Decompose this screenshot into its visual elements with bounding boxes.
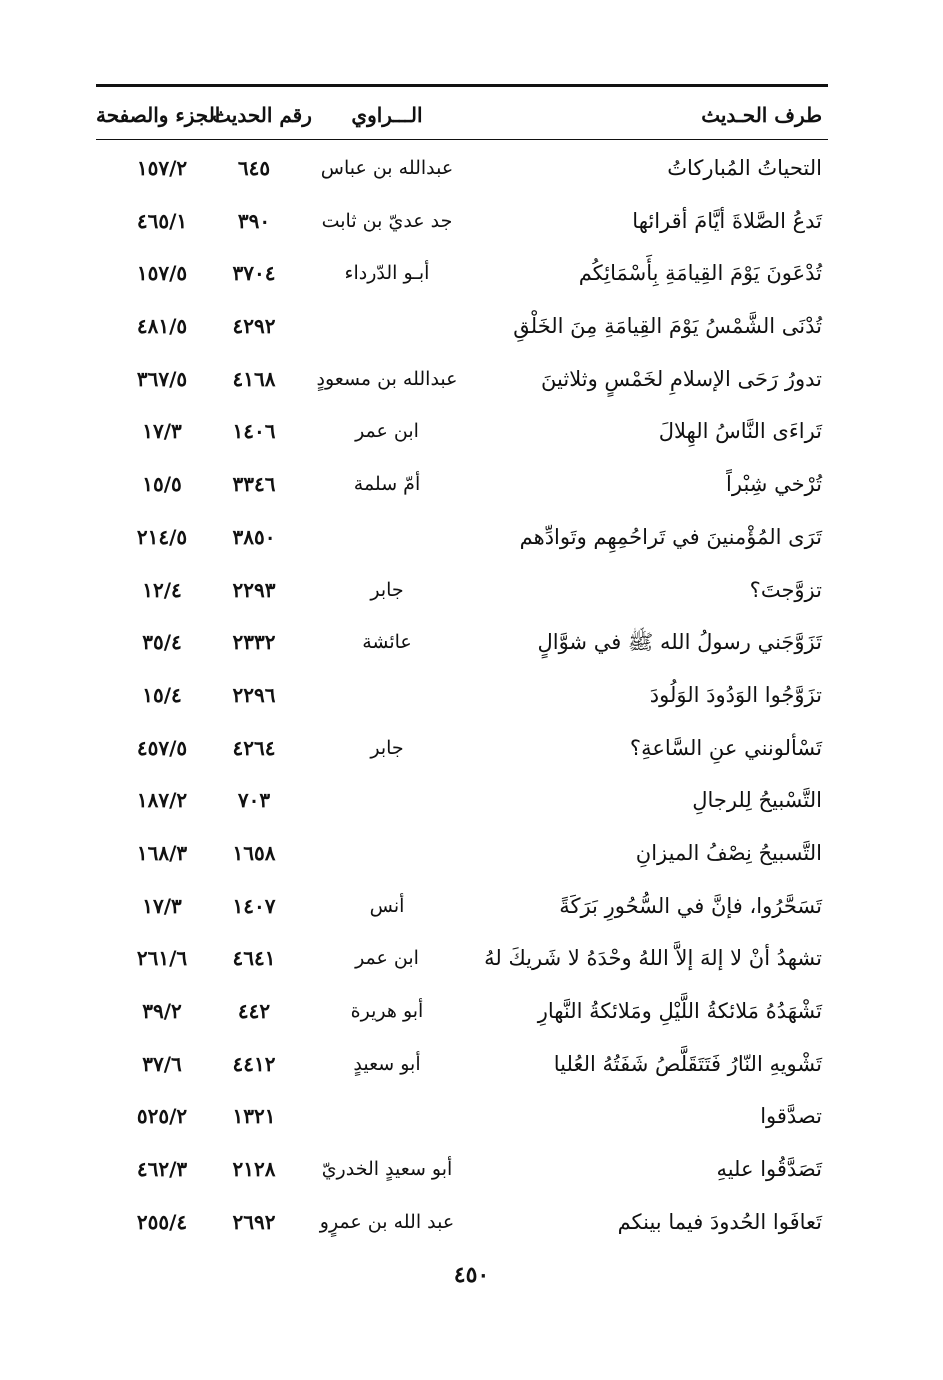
volume-page-cell: ١٥/٥ <box>142 472 182 497</box>
hadith-tip-cell: التحياتُ المُباركاتُ <box>667 156 822 180</box>
table-row <box>0 194 943 247</box>
table-row <box>0 404 943 457</box>
header-hadith-number: رقم الحديث <box>212 103 312 127</box>
hadith-tip-cell: تُدْعَونَ يَوْمَ القِيامَةِ بِأَسْمَائِكُم <box>578 261 822 286</box>
narrator-cell: أبو سعيدٍ <box>353 1052 421 1075</box>
hadith-number-cell: ٢٢٩٦ <box>232 682 276 707</box>
volume-page-cell: ٤٨١/٥ <box>136 314 188 339</box>
narrator-cell: أبو سعيدٍ الخدريّ <box>321 1158 453 1181</box>
hadith-tip-cell: تُدْنَى الشَّمْسُ يَوْمَ القِيامَةِ مِنَ الخَلْقِ <box>513 314 822 339</box>
narrator-cell: عبد الله بن عمرٍو <box>319 1210 455 1233</box>
volume-page-cell: ٣٩/٢ <box>142 999 182 1023</box>
page-number: ٤٥٠ <box>453 1262 490 1288</box>
narrator-cell <box>312 676 462 714</box>
narrator-cell: ابن عمر <box>355 947 419 970</box>
hadith-number-cell: ٤٤٢ <box>237 999 271 1023</box>
hadith-number-cell: ٤٦٤١ <box>232 946 276 971</box>
narrator-cell: أمّ سلمة <box>353 473 421 496</box>
volume-page-cell: ١٥/٤ <box>142 682 182 707</box>
table-row <box>0 1089 943 1142</box>
narrator-cell <box>312 781 462 819</box>
narrator-cell: جد عديّ بن ثابت <box>321 209 453 232</box>
hadith-number-cell: ٢٢٩٣ <box>232 577 276 602</box>
hadith-tip-cell: تَراءَى النَّاسُ الهِلالَ <box>658 419 822 444</box>
volume-page-cell: ١٧/٣ <box>142 893 182 918</box>
narrator-cell: عبدالله بن مسعودٍ <box>316 367 458 390</box>
narrator-cell: أبو هريرة <box>350 1000 424 1022</box>
volume-page-cell: ١٥٧/٥ <box>136 261 188 286</box>
table-row <box>0 141 943 194</box>
hadith-tip-cell: تَزَوَّجَني رسولُ الله ﷺ في شوَّالٍ <box>537 630 822 655</box>
hadith-number-cell: ٧٠٣ <box>237 788 271 813</box>
table-row <box>0 1195 943 1248</box>
table-row <box>0 721 943 774</box>
volume-page-cell: ١٨٧/٢ <box>136 788 188 813</box>
hadith-tip-cell: تَشْويهِ النّارُ فَتَتَقَلَّصُ شَفَتُهُ العُليا <box>553 1051 822 1076</box>
volume-page-cell: ٢١٤/٥ <box>136 524 188 549</box>
volume-page-cell: ٣٧/٦ <box>142 1051 182 1076</box>
table-row <box>0 352 943 405</box>
table-row <box>0 668 943 721</box>
narrator-cell: عبدالله بن عباس <box>320 157 454 179</box>
table-row <box>0 984 943 1037</box>
hadith-number-cell: ٤٤١٢ <box>232 1051 276 1076</box>
volume-page-cell: ١٥٧/٢ <box>136 156 188 180</box>
volume-page-cell: ٢٥٥/٤ <box>136 1209 188 1234</box>
header-narrator: الـــراوي <box>351 103 423 127</box>
hadith-number-cell: ٤٢٦٤ <box>232 735 276 760</box>
hadith-number-cell: ٣٩٠ <box>237 208 271 233</box>
table-row <box>0 1037 943 1090</box>
narrator-cell <box>312 518 462 556</box>
table-row <box>0 879 943 932</box>
hadith-number-cell: ٢٣٣٢ <box>232 630 276 655</box>
hadith-tip-cell: تَعافَوا الحُدودَ فيما بينكم <box>617 1209 822 1234</box>
volume-page-cell: ٣٥/٤ <box>142 630 182 655</box>
narrator-cell <box>312 1097 462 1135</box>
narrator-cell: جابر <box>370 578 404 601</box>
hadith-number-cell: ١٤٠٧ <box>232 893 276 918</box>
hadith-number-cell: ١٤٠٦ <box>232 419 276 444</box>
volume-page-cell: ١٦٨/٣ <box>136 840 188 865</box>
volume-page-cell: ٤٥٧/٥ <box>136 735 188 760</box>
volume-page-cell: ١٧/٣ <box>142 419 182 444</box>
hadith-number-cell: ٤٢٩٢ <box>232 314 276 339</box>
narrator-cell <box>312 307 462 345</box>
hadith-number-cell: ٣٣٤٦ <box>232 472 276 497</box>
hadith-index-table <box>0 141 943 1247</box>
narrator-cell: أبـو الدّرداء <box>344 262 430 285</box>
hadith-tip-cell: تَسْألونني عنِ السَّاعةِ؟ <box>629 735 822 760</box>
volume-page-cell: ٥٢٥/٢ <box>136 1104 188 1129</box>
hadith-number-cell: ٢٦٩٢ <box>232 1209 276 1234</box>
hadith-tip-cell: تشهدُ أنْ لا إلهَ إلاَّ اللهُ وحْدَهُ لا شَريكَ لهُ <box>484 946 822 971</box>
top-rule <box>96 84 828 87</box>
header-volume-page: الجزء والصفحة <box>96 103 221 127</box>
hadith-tip-cell: تَسَحَّرُوا، فإنَّ في السُّحُورِ بَرَكَةً <box>559 893 822 918</box>
header-hadith-tip: طرف الحـديث <box>701 103 822 127</box>
hadith-tip-cell: تزَوَّجُوا الوَدُودَ الوَلُودَ <box>649 682 822 707</box>
table-row <box>0 1142 943 1195</box>
volume-page-cell: ٣٦٧/٥ <box>136 366 188 391</box>
hadith-number-cell: ١٣٢١ <box>232 1104 276 1129</box>
hadith-tip-cell: التَّسْبيحُ لِلرجالِ <box>692 788 822 813</box>
header-rule <box>96 139 828 140</box>
hadith-number-cell: ٤١٦٨ <box>232 366 276 391</box>
volume-page-cell: ٢٦١/٦ <box>136 946 188 971</box>
narrator-cell: أنس <box>369 894 405 917</box>
table-row <box>0 299 943 352</box>
hadith-tip-cell: تُرْخي شِبْراً <box>726 472 822 497</box>
hadith-number-cell: ٦٤٥ <box>237 156 271 180</box>
hadith-number-cell: ٣٨٥٠ <box>232 524 276 549</box>
hadith-tip-cell: التَّسبيحُ نِصْفُ الميزانِ <box>635 840 822 865</box>
narrator-cell: جابر <box>370 736 404 759</box>
narrator-cell: ابن عمر <box>355 420 419 443</box>
hadith-tip-cell: تصدَّقوا <box>760 1104 822 1129</box>
hadith-number-cell: ٢١٢٨ <box>232 1157 276 1182</box>
hadith-tip-cell: تَصَدَّقُوا عليهِ <box>716 1157 822 1182</box>
hadith-tip-cell: تَرَى المُؤْمنينَ في تَراحُمِهِم وتَوادِّهم <box>519 524 822 549</box>
hadith-number-cell: ٣٧٠٤ <box>232 261 276 286</box>
hadith-tip-cell: تَدعُ الصَّلاةَ أيَّامَ أقرائها <box>632 208 822 233</box>
narrator-cell <box>312 834 462 872</box>
table-row <box>0 510 943 563</box>
table-row <box>0 457 943 510</box>
table-row <box>0 773 943 826</box>
table-row <box>0 615 943 668</box>
hadith-tip-cell: تزوَّجتَ؟ <box>749 577 822 602</box>
volume-page-cell: ٤٦٥/١ <box>136 208 188 233</box>
volume-page-cell: ١٢/٤ <box>142 577 182 602</box>
hadith-number-cell: ١٦٥٨ <box>232 840 276 865</box>
table-row <box>0 246 943 299</box>
hadith-tip-cell: تدورُ رَحَى الإسلامِ لخَمْسٍ وثلاثينَ <box>541 366 822 391</box>
volume-page-cell: ٤٦٢/٣ <box>136 1157 188 1182</box>
table-row <box>0 826 943 879</box>
table-row <box>0 563 943 616</box>
hadith-tip-cell: تَشْهَدُهُ مَلائكةُ اللَّيْلِ ومَلائكةُ النَّهارِ <box>537 999 822 1023</box>
table-row <box>0 931 943 984</box>
narrator-cell: عائشة <box>362 631 412 654</box>
